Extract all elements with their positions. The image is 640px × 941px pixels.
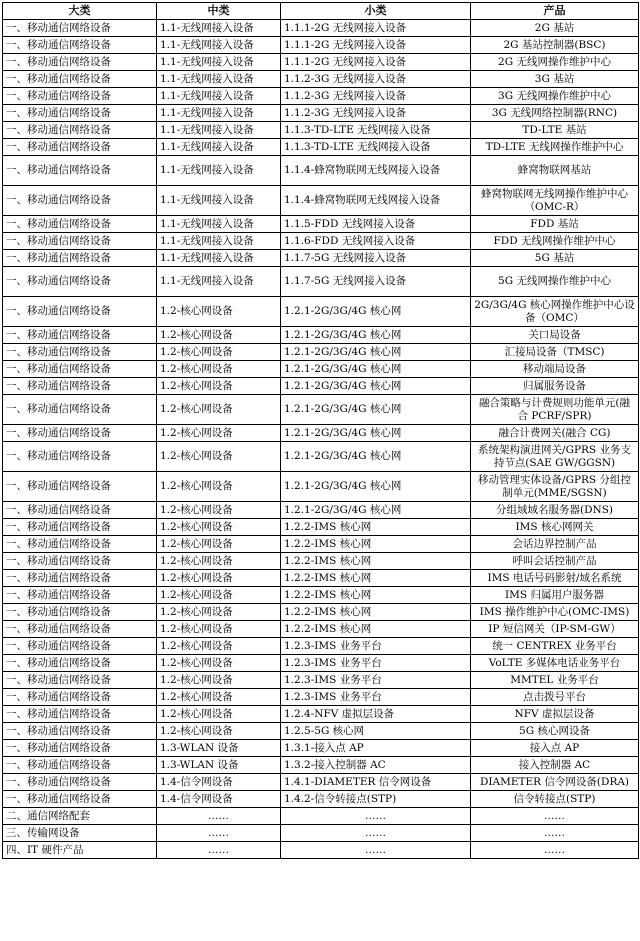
table-row — [3, 122, 639, 139]
cell-sub-class: 1.1.2-3G 无线网接入设备 — [281, 105, 471, 122]
cell-product: 融合策略与计费规则功能单元(融合 PCRF/SPR) — [471, 395, 639, 425]
table-row — [3, 706, 639, 723]
cell-category: 一、移动通信网络设备 — [3, 37, 157, 54]
cell-product: IP 短信网关（IP-SM-GW） — [471, 621, 639, 638]
table-row — [3, 442, 639, 472]
table-row — [3, 344, 639, 361]
cell-sub-class: 1.1.5-FDD 无线网接入设备 — [281, 216, 471, 233]
cell-middle-class: 1.1-无线网接入设备 — [157, 105, 281, 122]
cell-middle-class: 1.1-无线网接入设备 — [157, 122, 281, 139]
cell-middle-class: 1.2-核心网设备 — [157, 425, 281, 442]
table-row — [3, 156, 639, 186]
cell-sub-class: 1.2.2-IMS 核心网 — [281, 604, 471, 621]
cell-middle-class: 1.4-信令网设备 — [157, 791, 281, 808]
cell-product: TD-LTE 基站 — [471, 122, 639, 139]
cell-sub-class: 1.2.2-IMS 核心网 — [281, 587, 471, 604]
cell-sub-class: 1.2.2-IMS 核心网 — [281, 621, 471, 638]
cell-product: IMS 归属用户服务器 — [471, 587, 639, 604]
table-row — [3, 808, 639, 825]
cell-product: 蜂窝物联网基站 — [471, 156, 639, 186]
cell-category: 一、移动通信网络设备 — [3, 344, 157, 361]
cell-category: 一、移动通信网络设备 — [3, 791, 157, 808]
cell-category: 四、IT 硬件产品 — [3, 842, 157, 859]
cell-product: DIAMETER 信令网设备(DRA) — [471, 774, 639, 791]
table-row — [3, 672, 639, 689]
cell-middle-class: 1.3-WLAN 设备 — [157, 740, 281, 757]
cell-product: 蜂窝物联网无线网操作维护中心（OMC-R） — [471, 186, 639, 216]
cell-product: NFV 虚拟层设备 — [471, 706, 639, 723]
cell-product: 移动端局设备 — [471, 361, 639, 378]
cell-sub-class: 1.2.4-NFV 虚拟层设备 — [281, 706, 471, 723]
cell-product: 2G/3G/4G 核心网操作维护中心设备（OMC） — [471, 297, 639, 327]
cell-middle-class: 1.2-核心网设备 — [157, 395, 281, 425]
cell-category: 一、移动通信网络设备 — [3, 472, 157, 502]
cell-category: 一、移动通信网络设备 — [3, 216, 157, 233]
cell-product: TD-LTE 无线网操作维护中心 — [471, 139, 639, 156]
cell-category: 一、移动通信网络设备 — [3, 361, 157, 378]
cell-sub-class: 1.2.1-2G/3G/4G 核心网 — [281, 378, 471, 395]
cell-middle-class: 1.2-核心网设备 — [157, 655, 281, 672]
cell-product: VoLTE 多媒体电话业务平台 — [471, 655, 639, 672]
cell-category: 一、移动通信网络设备 — [3, 672, 157, 689]
cell-sub-class: 1.1.4-蜂窝物联网无线网接入设备 — [281, 156, 471, 186]
table-row — [3, 774, 639, 791]
cell-product: 移动管理实体设备/GPRS 分组控制单元(MME/SGSN) — [471, 472, 639, 502]
table-row — [3, 689, 639, 706]
table-row — [3, 20, 639, 37]
cell-middle-class: 1.2-核心网设备 — [157, 587, 281, 604]
header-sub-class: 小类 — [281, 3, 471, 20]
table-row — [3, 472, 639, 502]
cell-middle-class: 1.2-核心网设备 — [157, 672, 281, 689]
table-body — [3, 20, 639, 859]
cell-product: 2G 基站控制器(BSC) — [471, 37, 639, 54]
cell-middle-class: 1.1-无线网接入设备 — [157, 20, 281, 37]
cell-middle-class: 1.2-核心网设备 — [157, 570, 281, 587]
product-catalog-table — [2, 2, 639, 859]
cell-middle-class: 1.2-核心网设备 — [157, 297, 281, 327]
cell-middle-class: 1.1-无线网接入设备 — [157, 139, 281, 156]
cell-product: 会话边界控制产品 — [471, 536, 639, 553]
cell-middle-class: 1.2-核心网设备 — [157, 502, 281, 519]
cell-category: 一、移动通信网络设备 — [3, 267, 157, 297]
cell-category: 一、移动通信网络设备 — [3, 327, 157, 344]
cell-sub-class: 1.2.1-2G/3G/4G 核心网 — [281, 327, 471, 344]
table-row — [3, 216, 639, 233]
table-row — [3, 425, 639, 442]
cell-sub-class: 1.2.1-2G/3G/4G 核心网 — [281, 442, 471, 472]
cell-product: 3G 无线网络控制器(RNC) — [471, 105, 639, 122]
cell-middle-class: 1.2-核心网设备 — [157, 327, 281, 344]
table-row — [3, 71, 639, 88]
table-row — [3, 54, 639, 71]
cell-middle-class: 1.1-无线网接入设备 — [157, 37, 281, 54]
cell-product: 2G 无线网操作维护中心 — [471, 54, 639, 71]
cell-product: …… — [471, 825, 639, 842]
cell-product: 统一 CENTREX 业务平台 — [471, 638, 639, 655]
cell-category: 一、移动通信网络设备 — [3, 740, 157, 757]
cell-sub-class: 1.4.1-DIAMETER 信令网设备 — [281, 774, 471, 791]
cell-category: 一、移动通信网络设备 — [3, 689, 157, 706]
cell-middle-class: 1.1-无线网接入设备 — [157, 216, 281, 233]
cell-middle-class: 1.2-核心网设备 — [157, 519, 281, 536]
cell-middle-class: 1.2-核心网设备 — [157, 361, 281, 378]
table-row — [3, 740, 639, 757]
cell-middle-class: …… — [157, 842, 281, 859]
cell-sub-class: 1.1.3-TD-LTE 无线网接入设备 — [281, 139, 471, 156]
table-row — [3, 378, 639, 395]
cell-sub-class: 1.1.1-2G 无线网接入设备 — [281, 54, 471, 71]
table-row — [3, 519, 639, 536]
cell-middle-class: 1.4-信令网设备 — [157, 774, 281, 791]
cell-sub-class: 1.2.1-2G/3G/4G 核心网 — [281, 297, 471, 327]
cell-product: 接入点 AP — [471, 740, 639, 757]
cell-product: 汇接局设备（TMSC) — [471, 344, 639, 361]
cell-product: 5G 核心网设备 — [471, 723, 639, 740]
table-row — [3, 791, 639, 808]
table-row — [3, 186, 639, 216]
cell-product: 融合计费网关(融合 CG) — [471, 425, 639, 442]
table-row — [3, 250, 639, 267]
cell-category: 一、移动通信网络设备 — [3, 655, 157, 672]
cell-category: 一、移动通信网络设备 — [3, 156, 157, 186]
cell-category: 一、移动通信网络设备 — [3, 139, 157, 156]
cell-sub-class: 1.2.2-IMS 核心网 — [281, 519, 471, 536]
cell-sub-class: 1.2.1-2G/3G/4G 核心网 — [281, 425, 471, 442]
cell-sub-class: 1.2.2-IMS 核心网 — [281, 570, 471, 587]
cell-category: 一、移动通信网络设备 — [3, 54, 157, 71]
table-row — [3, 655, 639, 672]
cell-middle-class: 1.2-核心网设备 — [157, 689, 281, 706]
cell-sub-class: 1.2.5-5G 核心网 — [281, 723, 471, 740]
cell-middle-class: 1.1-无线网接入设备 — [157, 186, 281, 216]
cell-product: 3G 无线网操作维护中心 — [471, 88, 639, 105]
table-row — [3, 502, 639, 519]
cell-sub-class: 1.1.1-2G 无线网接入设备 — [281, 37, 471, 54]
cell-middle-class: 1.2-核心网设备 — [157, 638, 281, 655]
cell-sub-class: 1.2.2-IMS 核心网 — [281, 553, 471, 570]
cell-category: 一、移动通信网络设备 — [3, 536, 157, 553]
cell-product: 呼叫会话控制产品 — [471, 553, 639, 570]
cell-sub-class: 1.2.2-IMS 核心网 — [281, 536, 471, 553]
cell-product: FDD 无线网操作维护中心 — [471, 233, 639, 250]
cell-middle-class: 1.1-无线网接入设备 — [157, 233, 281, 250]
cell-sub-class: 1.2.1-2G/3G/4G 核心网 — [281, 472, 471, 502]
cell-sub-class: 1.1.1-2G 无线网接入设备 — [281, 20, 471, 37]
cell-middle-class: 1.2-核心网设备 — [157, 553, 281, 570]
table-row — [3, 327, 639, 344]
cell-sub-class: 1.2.3-IMS 业务平台 — [281, 672, 471, 689]
table-row — [3, 297, 639, 327]
cell-sub-class: 1.1.6-FDD 无线网接入设备 — [281, 233, 471, 250]
cell-product: FDD 基站 — [471, 216, 639, 233]
cell-product: 5G 基站 — [471, 250, 639, 267]
cell-product: 关口局设备 — [471, 327, 639, 344]
cell-sub-class: …… — [281, 842, 471, 859]
cell-sub-class: 1.1.4-蜂窝物联网无线网接入设备 — [281, 186, 471, 216]
cell-category: 一、移动通信网络设备 — [3, 638, 157, 655]
table-row — [3, 37, 639, 54]
table-row — [3, 88, 639, 105]
table-row — [3, 604, 639, 621]
cell-sub-class: 1.2.3-IMS 业务平台 — [281, 655, 471, 672]
cell-category: 一、移动通信网络设备 — [3, 20, 157, 37]
cell-category: 二、通信网络配套 — [3, 808, 157, 825]
table-row — [3, 621, 639, 638]
cell-category: 一、移动通信网络设备 — [3, 553, 157, 570]
cell-sub-class: 1.2.1-2G/3G/4G 核心网 — [281, 395, 471, 425]
cell-category: 三、传输网设备 — [3, 825, 157, 842]
cell-middle-class: …… — [157, 825, 281, 842]
cell-middle-class: 1.2-核心网设备 — [157, 378, 281, 395]
cell-category: 一、移动通信网络设备 — [3, 186, 157, 216]
cell-sub-class: 1.4.2-信令转接点(STP) — [281, 791, 471, 808]
cell-middle-class: 1.2-核心网设备 — [157, 536, 281, 553]
table-row — [3, 570, 639, 587]
cell-category: 一、移动通信网络设备 — [3, 122, 157, 139]
cell-product: 5G 无线网操作维护中心 — [471, 267, 639, 297]
cell-middle-class: 1.1-无线网接入设备 — [157, 250, 281, 267]
header-row — [3, 3, 639, 20]
cell-middle-class: 1.2-核心网设备 — [157, 472, 281, 502]
cell-sub-class: 1.3.1-接入点 AP — [281, 740, 471, 757]
cell-sub-class: 1.1.2-3G 无线网接入设备 — [281, 71, 471, 88]
table-row — [3, 587, 639, 604]
cell-product: 信令转接点(STP) — [471, 791, 639, 808]
table-row — [3, 536, 639, 553]
cell-category: 一、移动通信网络设备 — [3, 233, 157, 250]
cell-middle-class: …… — [157, 808, 281, 825]
cell-product: 点击拨号平台 — [471, 689, 639, 706]
header-category: 大类 — [3, 3, 157, 20]
cell-category: 一、移动通信网络设备 — [3, 621, 157, 638]
header-middle-class: 中类 — [157, 3, 281, 20]
cell-category: 一、移动通信网络设备 — [3, 71, 157, 88]
table-row — [3, 638, 639, 655]
cell-middle-class: 1.2-核心网设备 — [157, 604, 281, 621]
cell-sub-class: 1.2.3-IMS 业务平台 — [281, 689, 471, 706]
table-row — [3, 361, 639, 378]
cell-category: 一、移动通信网络设备 — [3, 378, 157, 395]
cell-middle-class: 1.1-无线网接入设备 — [157, 267, 281, 297]
cell-sub-class: 1.2.1-2G/3G/4G 核心网 — [281, 344, 471, 361]
cell-sub-class: 1.2.3-IMS 业务平台 — [281, 638, 471, 655]
cell-sub-class: 1.1.3-TD-LTE 无线网接入设备 — [281, 122, 471, 139]
table-row — [3, 723, 639, 740]
cell-category: 一、移动通信网络设备 — [3, 587, 157, 604]
cell-middle-class: 1.2-核心网设备 — [157, 344, 281, 361]
cell-middle-class: 1.1-无线网接入设备 — [157, 54, 281, 71]
cell-sub-class: 1.1.2-3G 无线网接入设备 — [281, 88, 471, 105]
cell-sub-class: 1.3.2-接入控制器 AC — [281, 757, 471, 774]
cell-product: 归属服务设备 — [471, 378, 639, 395]
table-row — [3, 842, 639, 859]
cell-middle-class: 1.2-核心网设备 — [157, 723, 281, 740]
cell-category: 一、移动通信网络设备 — [3, 774, 157, 791]
table-row — [3, 553, 639, 570]
table-row — [3, 825, 639, 842]
cell-category: 一、移动通信网络设备 — [3, 723, 157, 740]
cell-category: 一、移动通信网络设备 — [3, 604, 157, 621]
cell-category: 一、移动通信网络设备 — [3, 757, 157, 774]
cell-product: IMS 操作维护中心(OMC-IMS) — [471, 604, 639, 621]
cell-category: 一、移动通信网络设备 — [3, 88, 157, 105]
cell-product: 系统架构演进网关/GPRS 业务支持节点(SAE GW/GGSN) — [471, 442, 639, 472]
cell-middle-class: 1.1-无线网接入设备 — [157, 88, 281, 105]
cell-product: 3G 基站 — [471, 71, 639, 88]
cell-sub-class: 1.2.1-2G/3G/4G 核心网 — [281, 502, 471, 519]
cell-category: 一、移动通信网络设备 — [3, 502, 157, 519]
cell-product: 2G 基站 — [471, 20, 639, 37]
cell-middle-class: 1.2-核心网设备 — [157, 442, 281, 472]
header-product: 产品 — [471, 3, 639, 20]
cell-category: 一、移动通信网络设备 — [3, 250, 157, 267]
cell-category: 一、移动通信网络设备 — [3, 395, 157, 425]
cell-middle-class: 1.3-WLAN 设备 — [157, 757, 281, 774]
table-row — [3, 757, 639, 774]
cell-product: 接入控制器 AC — [471, 757, 639, 774]
table-row — [3, 105, 639, 122]
cell-product: …… — [471, 842, 639, 859]
cell-category: 一、移动通信网络设备 — [3, 519, 157, 536]
cell-product: 分组域域名服务器(DNS) — [471, 502, 639, 519]
cell-category: 一、移动通信网络设备 — [3, 570, 157, 587]
cell-category: 一、移动通信网络设备 — [3, 105, 157, 122]
cell-middle-class: 1.2-核心网设备 — [157, 706, 281, 723]
cell-middle-class: 1.1-无线网接入设备 — [157, 156, 281, 186]
cell-category: 一、移动通信网络设备 — [3, 425, 157, 442]
cell-middle-class: 1.1-无线网接入设备 — [157, 71, 281, 88]
cell-product: MMTEL 业务平台 — [471, 672, 639, 689]
cell-category: 一、移动通信网络设备 — [3, 706, 157, 723]
cell-product: IMS 核心网网关 — [471, 519, 639, 536]
table-row — [3, 139, 639, 156]
table-row — [3, 267, 639, 297]
cell-product: IMS 电话号码影射/域名系统 — [471, 570, 639, 587]
cell-sub-class: 1.1.7-5G 无线网接入设备 — [281, 267, 471, 297]
cell-product: …… — [471, 808, 639, 825]
cell-category: 一、移动通信网络设备 — [3, 297, 157, 327]
cell-sub-class: 1.2.1-2G/3G/4G 核心网 — [281, 361, 471, 378]
table-row — [3, 395, 639, 425]
cell-category: 一、移动通信网络设备 — [3, 442, 157, 472]
cell-middle-class: 1.2-核心网设备 — [157, 621, 281, 638]
cell-sub-class: …… — [281, 825, 471, 842]
cell-sub-class: 1.1.7-5G 无线网接入设备 — [281, 250, 471, 267]
table-row — [3, 233, 639, 250]
cell-sub-class: …… — [281, 808, 471, 825]
